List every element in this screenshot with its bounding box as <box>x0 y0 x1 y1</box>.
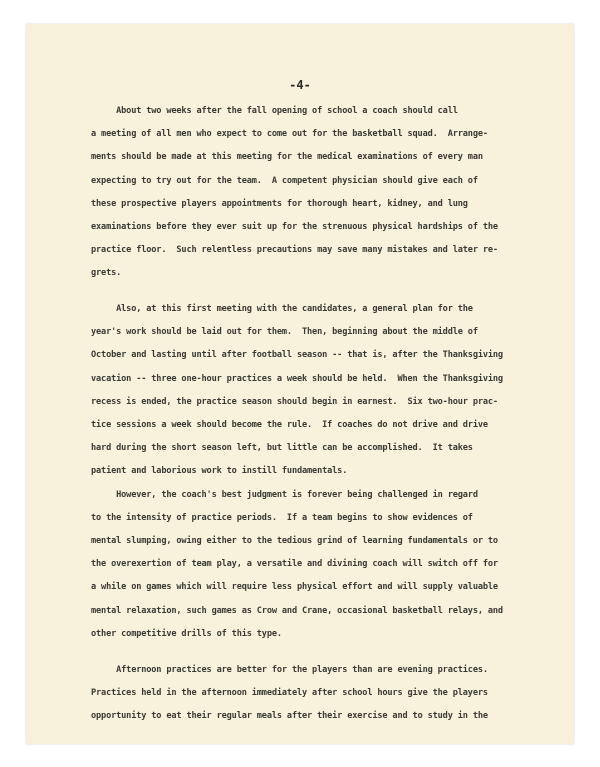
text-line: mental relaxation, such games as Crow and Crane, occasional basketball relays, and <box>91 605 503 616</box>
text-line: a meeting of all men who expect to come out for the basketball squad. Arrange- <box>91 129 488 140</box>
paragraph <box>91 659 561 729</box>
paragraph-gap <box>91 286 561 299</box>
paragraph <box>91 100 561 286</box>
text-line: ments should be made at this meeting for the medical examinations of every man <box>91 152 483 163</box>
text-line: year's work should be laid out for them. Then, beginning about the middle of <box>91 327 478 338</box>
typewritten-page <box>26 24 574 744</box>
text-line: examinations before they ever suit up for the strenuous physical hardships of the <box>91 221 498 232</box>
text-line: Practices held in the afternoon immediately after school hours give the players <box>91 687 488 698</box>
text-line: October and lasting until after football season -- that is, after the Thanksgiving <box>91 350 503 361</box>
text-line: However, the coach's best judgment is forever being challenged in regard <box>91 489 478 500</box>
text-line: expecting to try out for the team. A competent physician should give each of <box>91 175 478 186</box>
paragraph-gap <box>91 646 561 659</box>
page-number: -4- <box>289 78 311 92</box>
text-line: a while on games which will require less physical effort and will supply valuable <box>91 582 498 593</box>
text-line: Afternoon practices are better for the players than are evening practices. <box>91 664 488 675</box>
text-line: opportunity to eat their regular meals after their exercise and to study in the <box>91 710 488 721</box>
paragraph <box>91 298 561 484</box>
text-line: patient and laborious work to instill fundamentals. <box>91 466 348 477</box>
text-line: the overexertion of team play, a versatile and divining coach will switch off for <box>91 559 498 570</box>
body-text <box>91 100 561 728</box>
text-line: About two weeks after the fall opening of school a coach should call <box>91 106 458 116</box>
text-line: mental slumping, owing either to the tedious grind of learning fundamentals or to <box>91 535 498 546</box>
text-line: tice sessions a week should become the rule. If coaches do not drive and drive <box>91 420 488 431</box>
text-line: practice floor. Such relentless precautions may save many mistakes and later re- <box>91 245 498 256</box>
text-line: recess is ended, the practice season should begin in earnest. Six two-hour prac- <box>91 396 498 407</box>
paragraph <box>91 484 561 646</box>
text-line: Also, at this first meeting with the candidates, a general plan for the <box>91 304 473 315</box>
text-line: hard during the short season left, but little can be accomplished. It takes <box>91 443 473 454</box>
text-line: to the intensity of practice periods. If a team begins to show evidences of <box>91 512 473 523</box>
text-line: grets. <box>91 268 122 279</box>
text-line: other competitive drills of this type. <box>91 628 282 639</box>
text-line: these prospective players appointments for thorough heart, kidney, and lung <box>91 198 468 209</box>
text-line: vacation -- three one-hour practices a week should be held. When the Thanksgiving <box>91 373 503 384</box>
